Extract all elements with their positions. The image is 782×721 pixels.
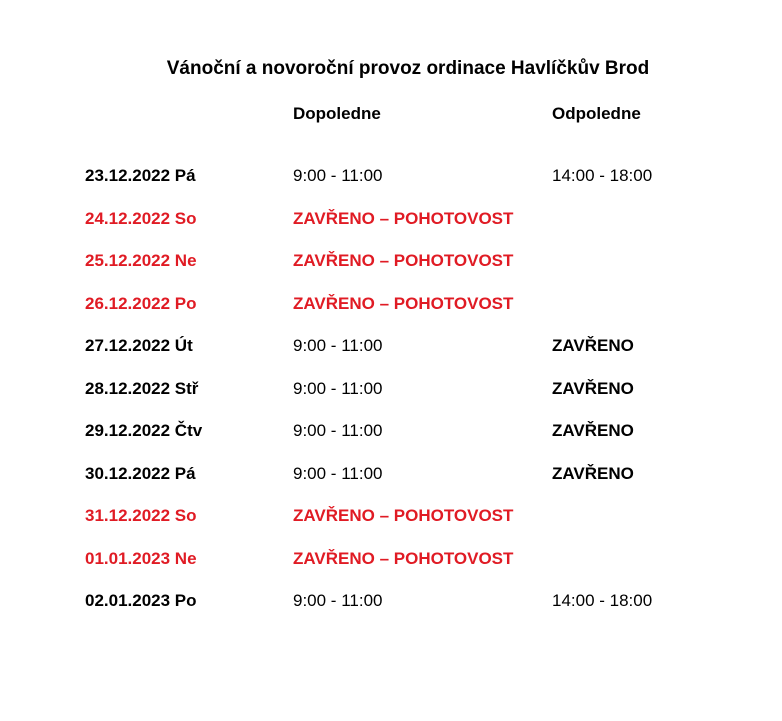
row-afternoon: 14:00 - 18:00 [552, 166, 653, 185]
schedule-row [0, 420, 782, 463]
row-date: 26.12.2022 Po [85, 293, 197, 313]
row-morning: ZAVŘENO – POHOTOVOST [293, 208, 514, 228]
row-morning: ZAVŘENO – POHOTOVOST [293, 251, 514, 270]
header-afternoon: Odpoledne [552, 104, 641, 123]
row-morning: 9:00 - 11:00 [293, 166, 383, 185]
row-morning: 9:00 - 11:00 [293, 463, 383, 483]
row-date: 28.12.2022 Stř [85, 378, 199, 398]
row-date: 24.12.2022 So [85, 208, 197, 228]
row-date: 30.12.2022 Pá [85, 463, 196, 483]
schedule-row [0, 463, 782, 506]
row-date: 25.12.2022 Ne [85, 251, 197, 270]
schedule-row [0, 378, 782, 421]
row-date: 31.12.2022 So [85, 506, 197, 525]
row-morning: ZAVŘENO – POHOTOVOST [293, 506, 514, 525]
schedule-row [0, 335, 782, 378]
schedule-row [0, 250, 782, 293]
row-date: 29.12.2022 Čtv [85, 421, 203, 440]
row-morning: 9:00 - 11:00 [293, 378, 383, 398]
row-morning: 9:00 - 11:00 [293, 421, 383, 440]
row-morning: 9:00 - 11:00 [293, 336, 383, 355]
row-morning: ZAVŘENO – POHOTOVOST [293, 548, 514, 568]
schedule-row [0, 165, 782, 208]
schedule-row [0, 208, 782, 251]
schedule-row [0, 548, 782, 591]
row-date: 01.01.2023 Ne [85, 548, 197, 568]
row-date: 02.01.2023 Po [85, 591, 197, 610]
row-afternoon: ZAVŘENO [552, 421, 634, 440]
schedule-row [0, 505, 782, 548]
row-afternoon: 14:00 - 18:00 [552, 591, 653, 610]
schedule-row [0, 293, 782, 336]
row-afternoon: ZAVŘENO [552, 463, 634, 483]
row-date: 27.12.2022 Út [85, 336, 193, 355]
row-afternoon: ZAVŘENO [552, 378, 634, 398]
schedule-table [0, 165, 782, 633]
page-title: Vánoční a novoroční provoz ordinace Havlíčkův Brod [166, 58, 650, 79]
row-morning: ZAVŘENO – POHOTOVOST [293, 293, 514, 313]
schedule-row [0, 590, 782, 633]
row-morning: 9:00 - 11:00 [293, 591, 383, 610]
row-afternoon: ZAVŘENO [552, 336, 634, 355]
header-morning: Dopoledne [293, 104, 381, 123]
row-date: 23.12.2022 Pá [85, 166, 196, 185]
